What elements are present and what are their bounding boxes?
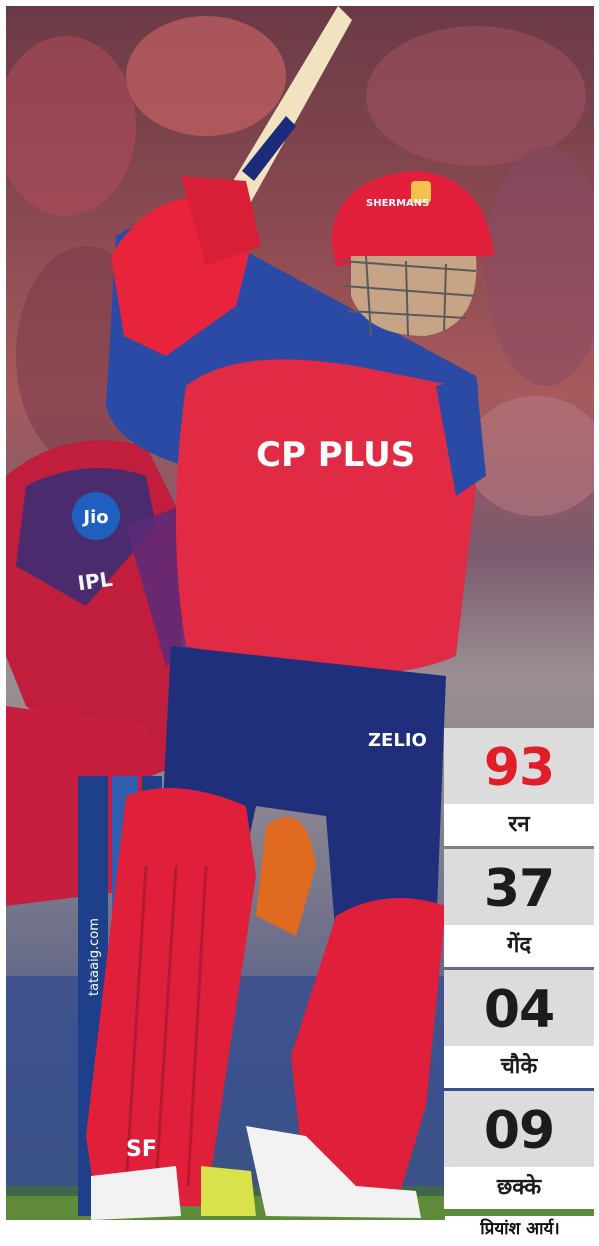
stat-runs-label: रन [444, 804, 594, 846]
stat-sixes-value: 09 [444, 1091, 594, 1167]
pad-brand-text: SF [126, 1137, 157, 1162]
stat-fours-label: चौके [444, 1046, 594, 1088]
shorts-sponsor-text: ZELIO [368, 730, 427, 751]
batting-stats-panel [444, 728, 594, 1212]
stump-sponsor-text: tataaig.com [87, 918, 102, 996]
helmet-text: SHERMANS [366, 198, 430, 209]
stat-runs-value: 93 [444, 728, 594, 804]
ipl-logo: IPL [76, 566, 114, 596]
stat-balls-label: गेंद [444, 925, 594, 967]
jio-logo: Jio [83, 507, 109, 528]
stat-fours-value: 04 [444, 970, 594, 1046]
stat-balls-value: 37 [444, 849, 594, 925]
photo-caption: प्रियांश आर्य। [445, 1216, 595, 1242]
jersey-sponsor-text: CP PLUS [256, 435, 416, 475]
stat-sixes-label: छक्के [444, 1167, 594, 1209]
